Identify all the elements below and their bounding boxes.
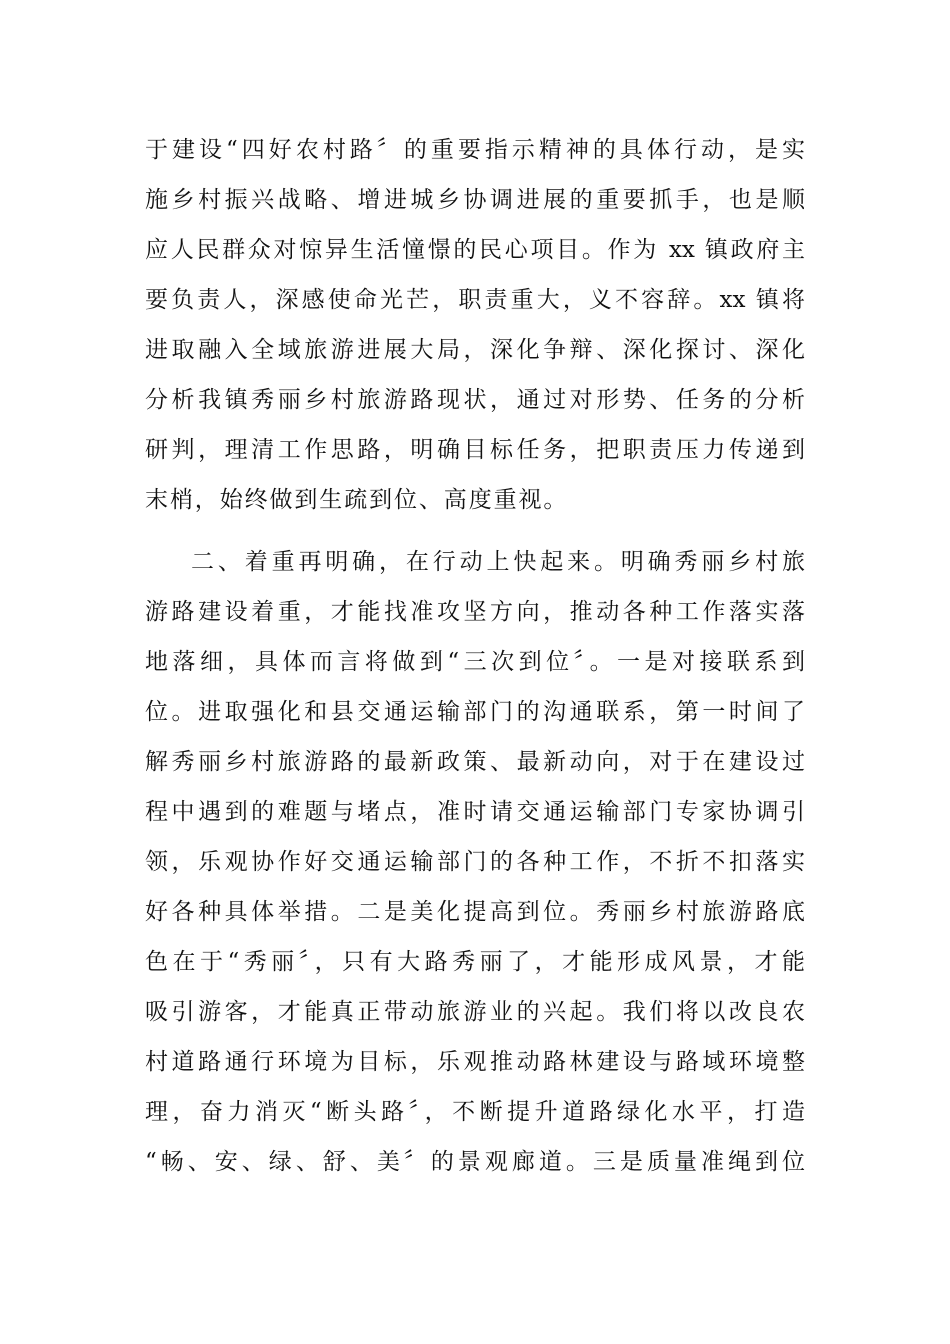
paragraph-line-first: 二、着重再明确，在行动上快起来。明确秀丽乡村旅 xyxy=(191,549,805,575)
paragraph-line: 施乡村振兴战略、增进城乡协调进展的重要抓手，也是顺 xyxy=(145,187,805,213)
paragraph-line: 分析我镇秀丽乡村旅游路现状，通过对形势、任务的分析 xyxy=(145,387,805,413)
paragraph-line: 吸引游客，才能真正带动旅游业的兴起。我们将以改良农 xyxy=(145,999,805,1025)
paragraph-line: 色在于“秀丽〞，只有大路秀丽了，才能形成风景，才能 xyxy=(145,949,805,975)
paragraph-line: 研判，理清工作思路，明确目标任务，把职责压力传递到 xyxy=(145,437,805,463)
paragraph-line: 应人民群众对惊异生活憧憬的民心项目。作为 xx 镇政府主 xyxy=(145,237,805,263)
paragraph-line: 村道路通行环境为目标，乐观推动路林建设与路域环境整 xyxy=(145,1049,805,1075)
paragraph-line: 解秀丽乡村旅游路的最新政策、最新动向，对于在建设过 xyxy=(145,749,805,775)
paragraph-line: 进取融入全域旅游进展大局，深化争辩、深化探讨、深化 xyxy=(145,337,805,363)
paragraph-line: 游路建设着重，才能找准攻坚方向，推动各种工作落实落 xyxy=(145,599,805,625)
paragraph-line: 于建设“四好农村路〞的重要指示精神的具体行动，是实 xyxy=(145,137,805,163)
paragraph-line: 好各种具体举措。二是美化提高到位。秀丽乡村旅游路底 xyxy=(145,899,805,925)
paragraph-line: 程中遇到的难题与堵点，准时请交通运输部门专家协调引 xyxy=(145,799,805,825)
paragraph-line: 领，乐观协作好交通运输部门的各种工作，不折不扣落实 xyxy=(145,849,805,875)
paragraph-1 xyxy=(145,125,805,525)
paragraph-line: 要负责人，深感使命光芒，职责重大，义不容辞。xx 镇将 xyxy=(145,287,805,313)
paragraph-line: “畅、安、绿、舒、美〞的景观廊道。三是质量准绳到位 xyxy=(145,1149,805,1175)
paragraph-line: 地落细，具体而言将做到“三次到位〞。一是对接联系到 xyxy=(145,649,805,675)
paragraph-2 xyxy=(145,537,805,1187)
paragraph-line-last: 末梢，始终做到生疏到位、高度重视。 xyxy=(145,487,569,513)
paragraph-line: 理，奋力消灭“断头路〞，不断提升道路绿化水平，打造 xyxy=(145,1099,805,1125)
paragraph-line: 位。进取强化和县交通运输部门的沟通联系，第一时间了 xyxy=(145,699,805,725)
